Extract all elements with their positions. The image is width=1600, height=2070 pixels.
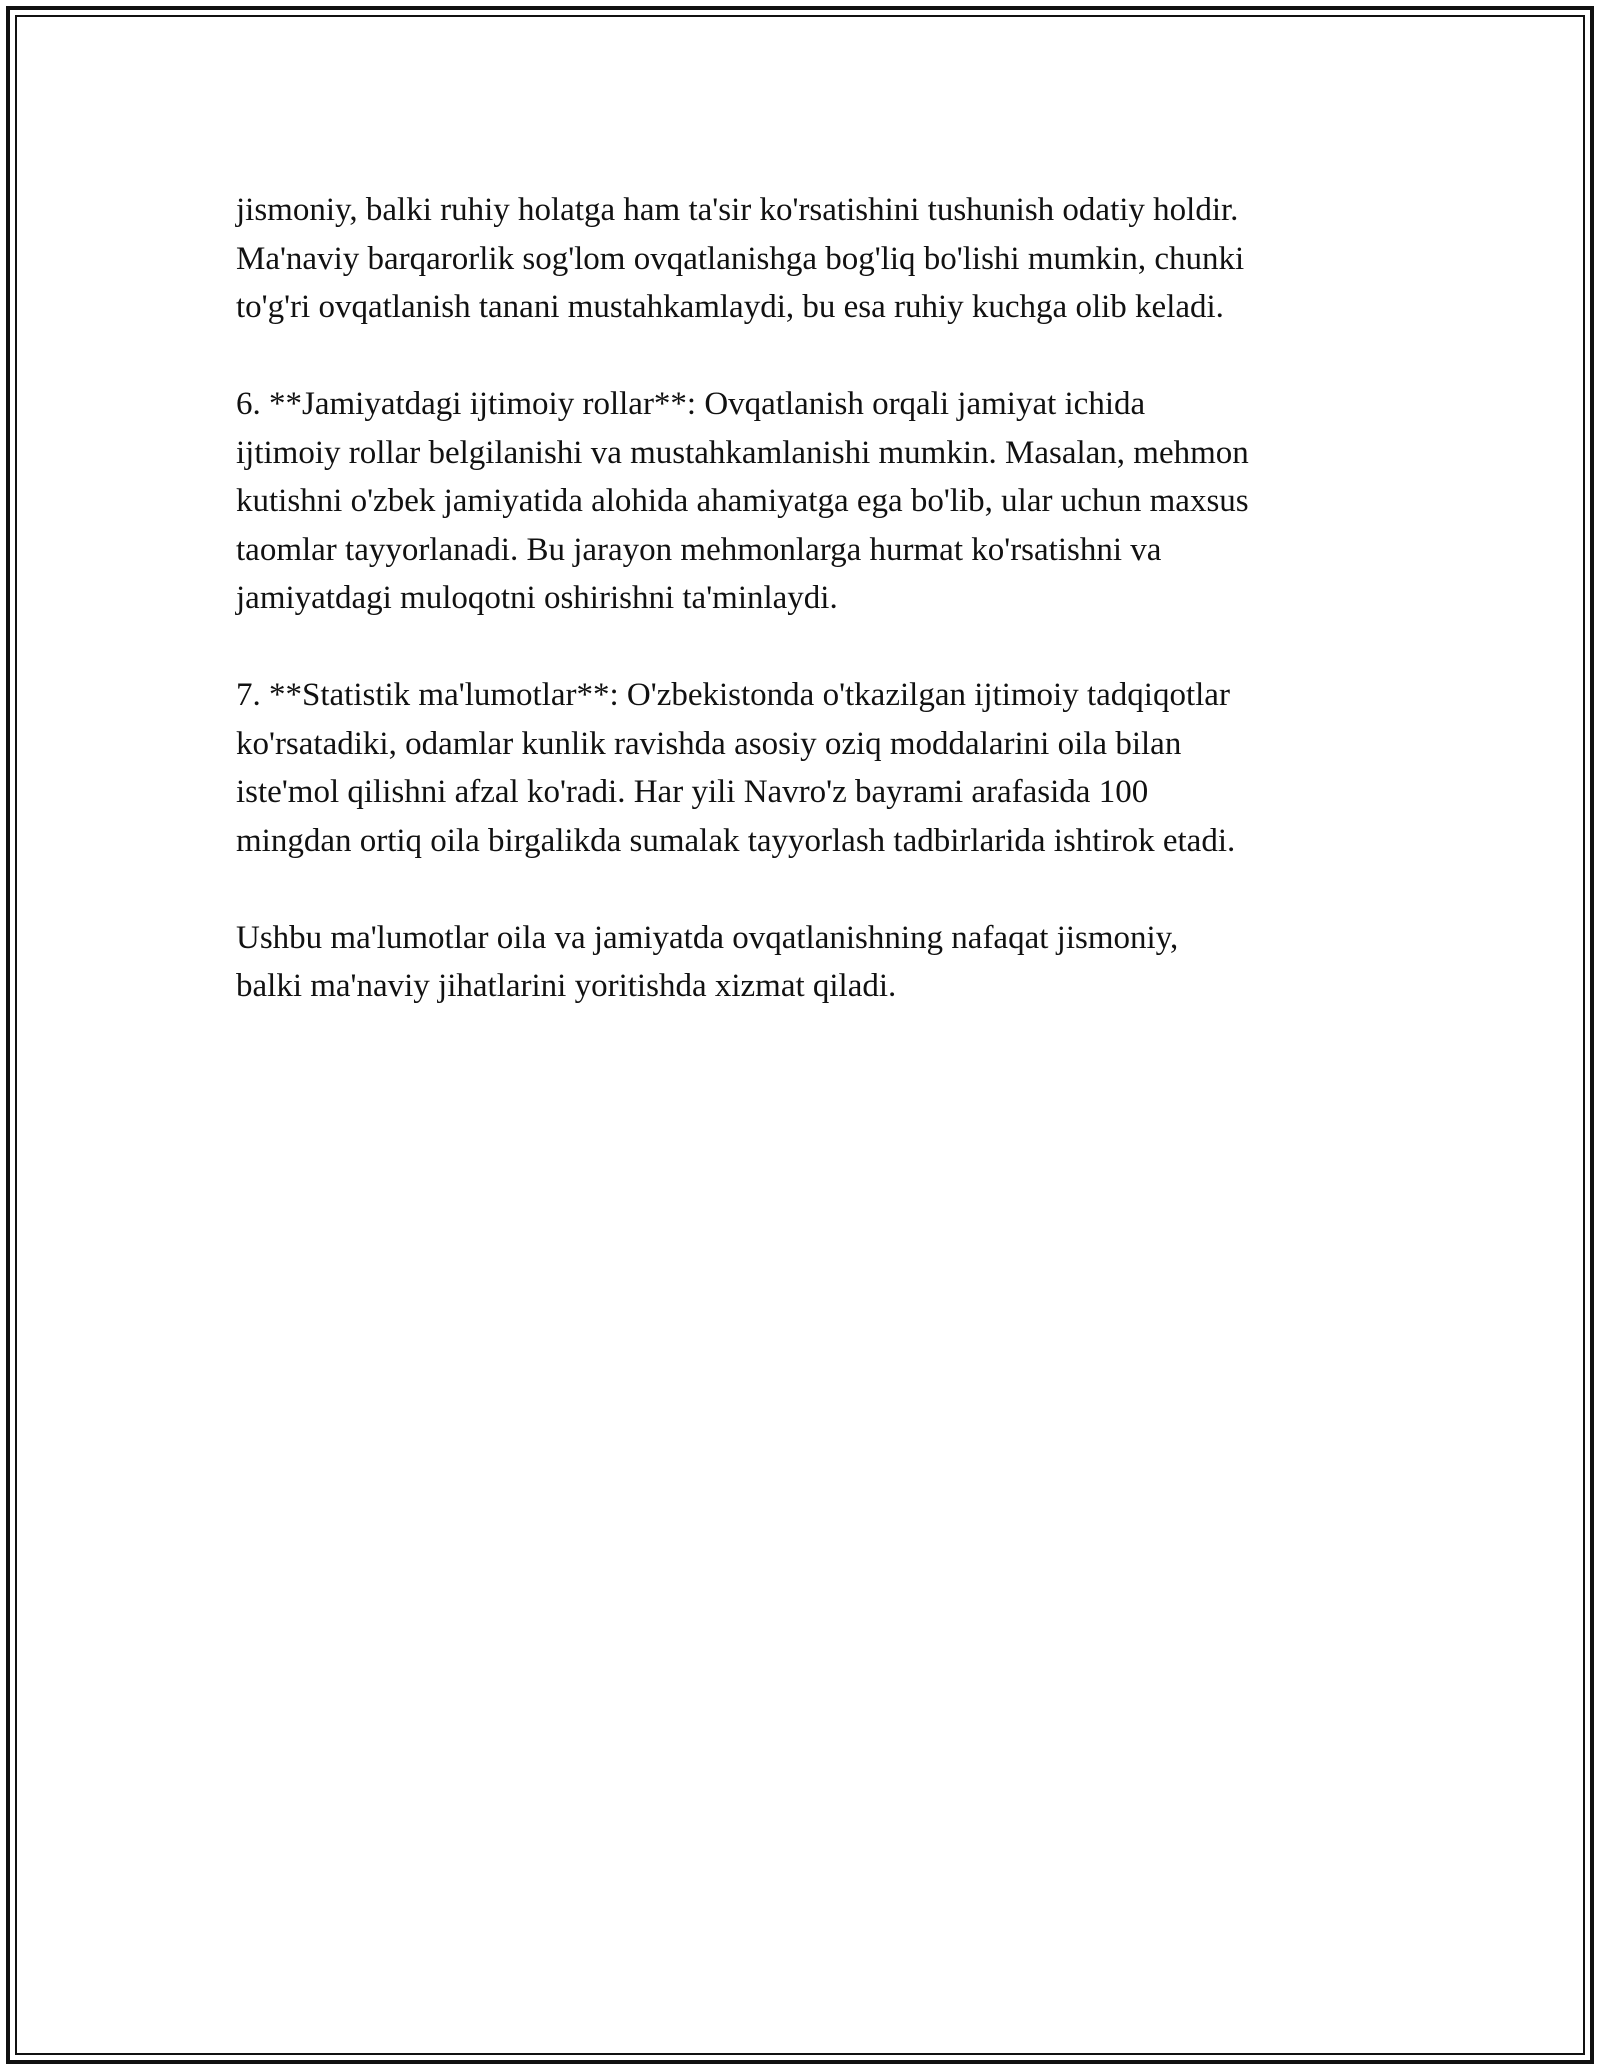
text-line: iste'mol qilishni afzal ko'radi. Har yili Navro'z bayrami arafasida 100: [236, 774, 1149, 810]
document-body: [236, 186, 1376, 1011]
text-line: 6. **Jamiyatdagi ijtimoiy rollar**: Ovqatlanish orqali jamiyat ichida: [236, 386, 1146, 422]
text-line: jamiyatdagi muloqotni oshirishni ta'minlaydi.: [236, 580, 838, 616]
text-line: ko'rsatadiki, odamlar kunlik ravishda asosiy oziq moddalarini oila bilan: [236, 725, 1182, 762]
text-line: 7. **Statistik ma'lumotlar**: O'zbekistonda o'tkazilgan ijtimoiy tadqiqotlar: [236, 677, 1230, 713]
text-line: balki ma'naviy jihatlarini yoritishda xizmat qiladi.: [236, 968, 897, 1004]
text-line: taomlar tayyorlanadi. Bu jarayon mehmonlarga hurmat ko'rsatishni va: [236, 531, 1162, 568]
text-line: jismoniy, balki ruhiy holatga ham ta'sir ko'rsatishini tushunish odatiy holdir.: [236, 192, 1239, 228]
paragraph-spacer: [236, 332, 1376, 381]
paragraph-continuation: [236, 186, 1376, 332]
paragraph-spacer: [236, 623, 1376, 672]
paragraph-item-6: [236, 380, 1376, 623]
paragraph-conclusion: [236, 914, 1376, 1011]
text-line: to'g'ri ovqatlanish tanani mustahkamlaydi, bu esa ruhiy kuchga olib keladi.: [236, 289, 1224, 325]
text-line: ijtimoiy rollar belgilanishi va mustahkamlanishi mumkin. Masalan, mehmon: [236, 434, 1249, 471]
text-line: Ushbu ma'lumotlar oila va jamiyatda ovqatlanishning nafaqat jismoniy,: [236, 919, 1179, 956]
text-line: kutishni o'zbek jamiyatida alohida ahamiyatga ega bo'lib, ular uchun maxsus: [236, 483, 1249, 519]
text-line: Ma'naviy barqarorlik sog'lom ovqatlanishga bog'liq bo'lishi mumkin, chunki: [236, 240, 1245, 277]
paragraph-item-7: [236, 671, 1376, 865]
paragraph-spacer: [236, 865, 1376, 914]
text-line: mingdan ortiq oila birgalikda sumalak tayyorlash tadbirlarida ishtirok etadi.: [236, 822, 1236, 859]
